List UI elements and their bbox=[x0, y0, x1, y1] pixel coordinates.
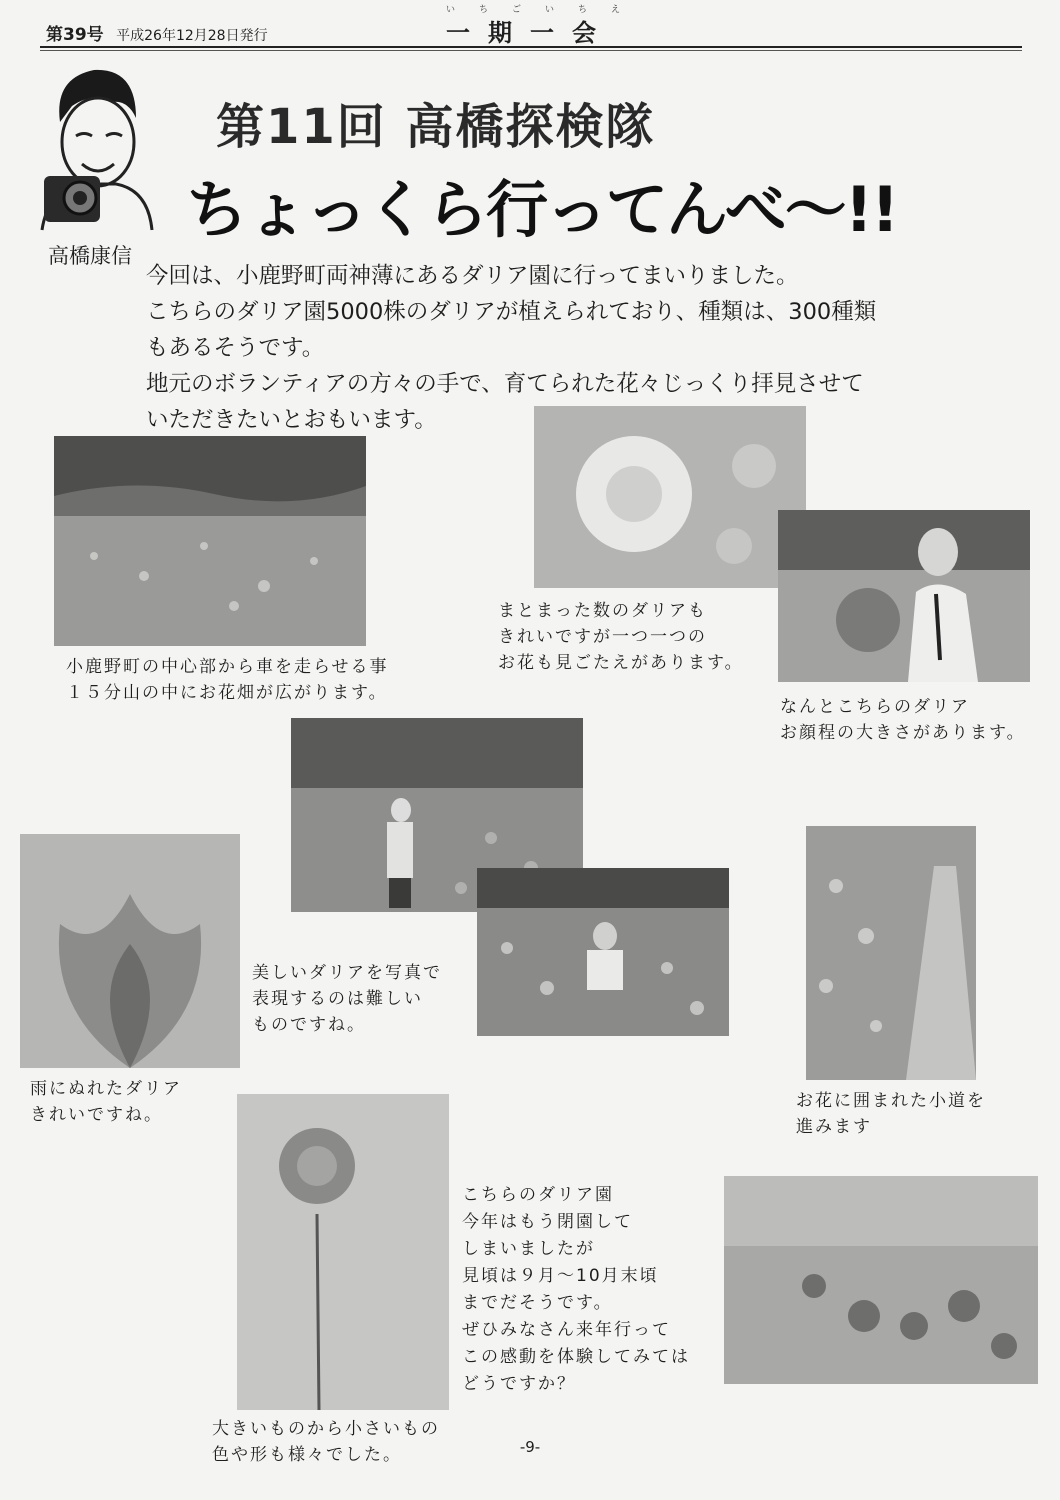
pompon-dahlias-photo bbox=[724, 1176, 1038, 1384]
author-caricature bbox=[32, 60, 162, 240]
flower-path-photo bbox=[806, 826, 976, 1080]
sizes-caption: 大きいものから小さいもの 色や形も様々でした。 bbox=[212, 1419, 440, 1465]
man-with-dahlia-photo bbox=[778, 510, 1030, 682]
field-caption: 小鹿野町の中心部から車を走らせる事 １５分山の中にお花畑が広がります。 bbox=[66, 657, 389, 703]
issue-date: 平成26年12月28日発行 bbox=[116, 28, 268, 44]
article-title: 第11回 高橋探検隊 bbox=[216, 99, 656, 155]
bloom-caption: まとまった数のダリアも きれいですが一つ一つの お花も見ごたえがあります。 bbox=[498, 601, 744, 673]
page-number: -9- bbox=[519, 1438, 541, 1456]
issue-number: 第39号 bbox=[46, 25, 104, 45]
header-rule-thin bbox=[40, 50, 1022, 51]
white-dahlia-photo bbox=[534, 406, 806, 588]
path-caption: お花に囲まれた小道を 進みます bbox=[796, 1091, 986, 1137]
closing-note: こちらのダリア園 今年はもう閉園して しまいましたが 見頃は９月～10月末頃 までだそうです。 ぜひみなさん来年行って この感動を体験してみては どうですか？ bbox=[462, 1185, 690, 1394]
small-dahlia-photo bbox=[237, 1094, 449, 1410]
rain-dahlia-photo bbox=[20, 834, 240, 1068]
rain-caption: 雨にぬれたダリア きれいですね。 bbox=[30, 1079, 182, 1125]
header-rule bbox=[40, 46, 1022, 48]
newsletter-title: 一期一会 bbox=[446, 19, 614, 47]
newsletter-title-block bbox=[0, 2, 1060, 48]
man-in-flowers-photo bbox=[477, 868, 729, 1036]
face-caption: なんとこちらのダリア お顔程の大きさがあります。 bbox=[780, 697, 1026, 743]
photographer-caption: 美しいダリアを写真で 表現するのは難しい ものですね。 bbox=[252, 963, 442, 1035]
newsletter-title-ruby: いちごいちえ bbox=[445, 5, 644, 15]
dahlia-field-photo bbox=[54, 436, 366, 646]
intro-paragraph: 今回は、小鹿野町両神薄にあるダリア園に行ってまいりました。 こちらのダリア園5000株のダリアが植えられており、種類は、300種類 もあるそうです。 地元のボランティアの方々の手で、育てられた花々じっくり拝見させて いただきたいとおもいます。 bbox=[146, 263, 877, 433]
article-subtitle: ちょっくら行ってんべ～!! bbox=[186, 173, 898, 246]
author-name: 高橋康信 bbox=[48, 244, 132, 268]
